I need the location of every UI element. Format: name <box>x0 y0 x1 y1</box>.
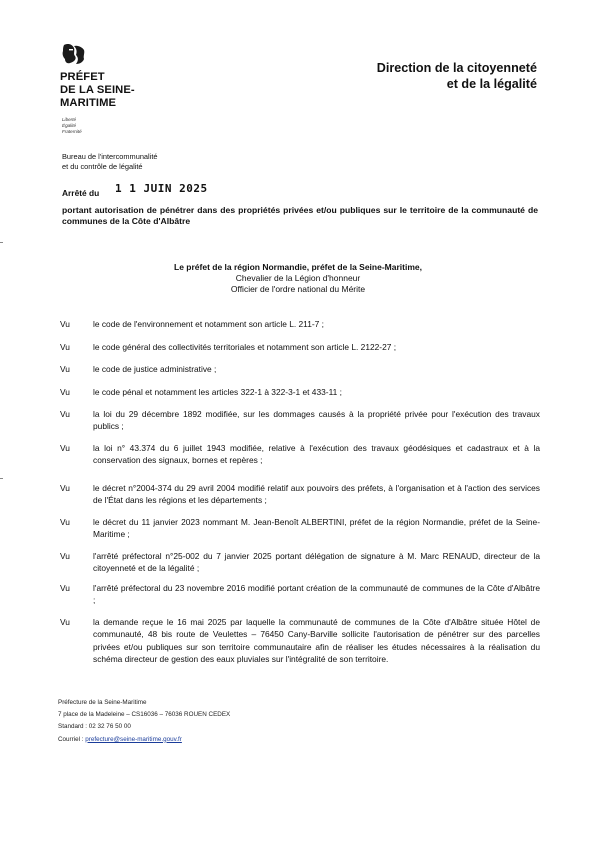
prefet-titre-block <box>60 262 536 295</box>
arrete-label: Arrêté du <box>62 188 100 198</box>
devise-line: Fraternité <box>62 129 82 134</box>
vu-text: le code de justice administrative ; <box>93 364 217 374</box>
footer-email-link[interactable]: prefecture@seine-maritime.gouv.fr <box>85 735 182 743</box>
vu-text: la demande reçue le 16 mai 2025 par laquelle la communauté de communes de la Côte d'Albâtre située Hôtel de communauté, 48 bis route de Veulettes – 76450 Cany-Barville sollicite l'autorisation de pénétrer sur des parcelles privées et/ou publiques sur son territoire communautaire afin de réaliser les études nécessaires à la réalisation du schéma directeur de gestion des eaux pluviales sur l'intégralité de son territoire. <box>93 617 540 665</box>
footer-line: 7 place de la Madeleine – CS16036 – 76036 ROUEN CEDEX <box>58 711 231 719</box>
footer-address <box>58 697 230 746</box>
direction-line: Direction de la citoyenneté <box>376 61 537 75</box>
direction-title <box>377 60 537 92</box>
vu-label: Vu <box>60 387 70 397</box>
vu-label: Vu <box>60 443 70 453</box>
arrete-date-stamp: 1 1 JUIN 2025 <box>115 182 208 195</box>
vu-text: le code pénal et notamment les articles 322-1 à 322-3-1 et 433-11 ; <box>93 387 342 397</box>
vu-text: la loi du 29 décembre 1892 modifiée, sur les dommages causés à la propriété privée pour l'exécution des travaux publics ; <box>93 409 540 432</box>
bureau-block <box>62 152 158 171</box>
prefet-line: PRÉFET <box>60 71 105 83</box>
vu-label: Vu <box>60 583 70 593</box>
footer-line: Standard : 02 32 76 50 00 <box>58 723 131 731</box>
vu-text: l'arrêté préfectoral n°25-002 du 7 janvier 2025 portant délégation de signature à M. Marc RENAUD, directeur de la citoyenneté et de la légalité ; <box>93 551 540 574</box>
prefet-line: DE LA SEINE- <box>60 84 135 96</box>
bureau-line: et du contrôle de légalité <box>62 161 143 171</box>
devise-line: Égalité <box>62 123 77 128</box>
vu-text: le décret n°2004-374 du 29 avril 2004 modifié relatif aux pouvoirs des préfets, à l'organisation et à l'action des services de l'État dans les régions et les départements ; <box>93 483 540 506</box>
devise-block <box>62 117 82 135</box>
prefet-titre-line1: Le préfet de la région Normandie, préfet de la Seine-Maritime, <box>174 262 422 272</box>
scan-edge-mark <box>0 242 3 243</box>
vu-label: Vu <box>60 517 70 527</box>
vu-label: Vu <box>60 342 70 352</box>
vu-label: Vu <box>60 617 70 627</box>
vu-label: Vu <box>60 319 70 329</box>
prefet-titre-line2: Chevalier de la Légion d'honneur <box>235 273 361 283</box>
vu-text: l'arrêté préfectoral du 23 novembre 2016 modifié portant création de la communauté de communes de la Côte d'Albâtre ; <box>93 583 540 606</box>
vu-text: le code de l'environnement et notamment son article L. 211-7 ; <box>93 319 324 329</box>
vu-label: Vu <box>60 551 70 561</box>
scan-edge-mark <box>0 478 3 479</box>
bureau-line: Bureau de l'intercommunalité <box>62 152 158 161</box>
vu-text: le décret du 11 janvier 2023 nommant M. Jean-Benoît ALBERTINI, préfet de la région Normandie, préfet de la Seine-Maritime ; <box>93 517 540 540</box>
vu-text: la loi n° 43.374 du 6 juillet 1943 modifiée, relative à l'exécution des travaux géodésiques et cadastraux et à la conservation des signaux, bornes et repères ; <box>93 443 540 466</box>
footer-line <box>58 734 230 746</box>
vu-label: Vu <box>60 483 70 493</box>
devise-line: Liberté <box>62 117 77 122</box>
prefet-block <box>60 71 135 110</box>
vu-label: Vu <box>60 364 70 374</box>
arrete-objet: portant autorisation de pénétrer dans des propriétés privées et/ou publiques sur le territoire de la communauté de communes de la Côte d'Albâtre <box>62 205 538 226</box>
vu-text: le code général des collectivités territoriales et notamment son article L. 2122-27 ; <box>93 342 397 352</box>
prefet-line: MARITIME <box>60 97 117 109</box>
marianne-logo-icon <box>60 42 90 66</box>
footer-line: Préfecture de la Seine-Maritime <box>58 699 147 706</box>
footer-mail-label: Courriel : <box>58 735 86 743</box>
vu-label: Vu <box>60 409 70 419</box>
prefet-titre-line3: Officier de l'ordre national du Mérite <box>230 284 366 294</box>
direction-line: et de la légalité <box>446 77 537 91</box>
